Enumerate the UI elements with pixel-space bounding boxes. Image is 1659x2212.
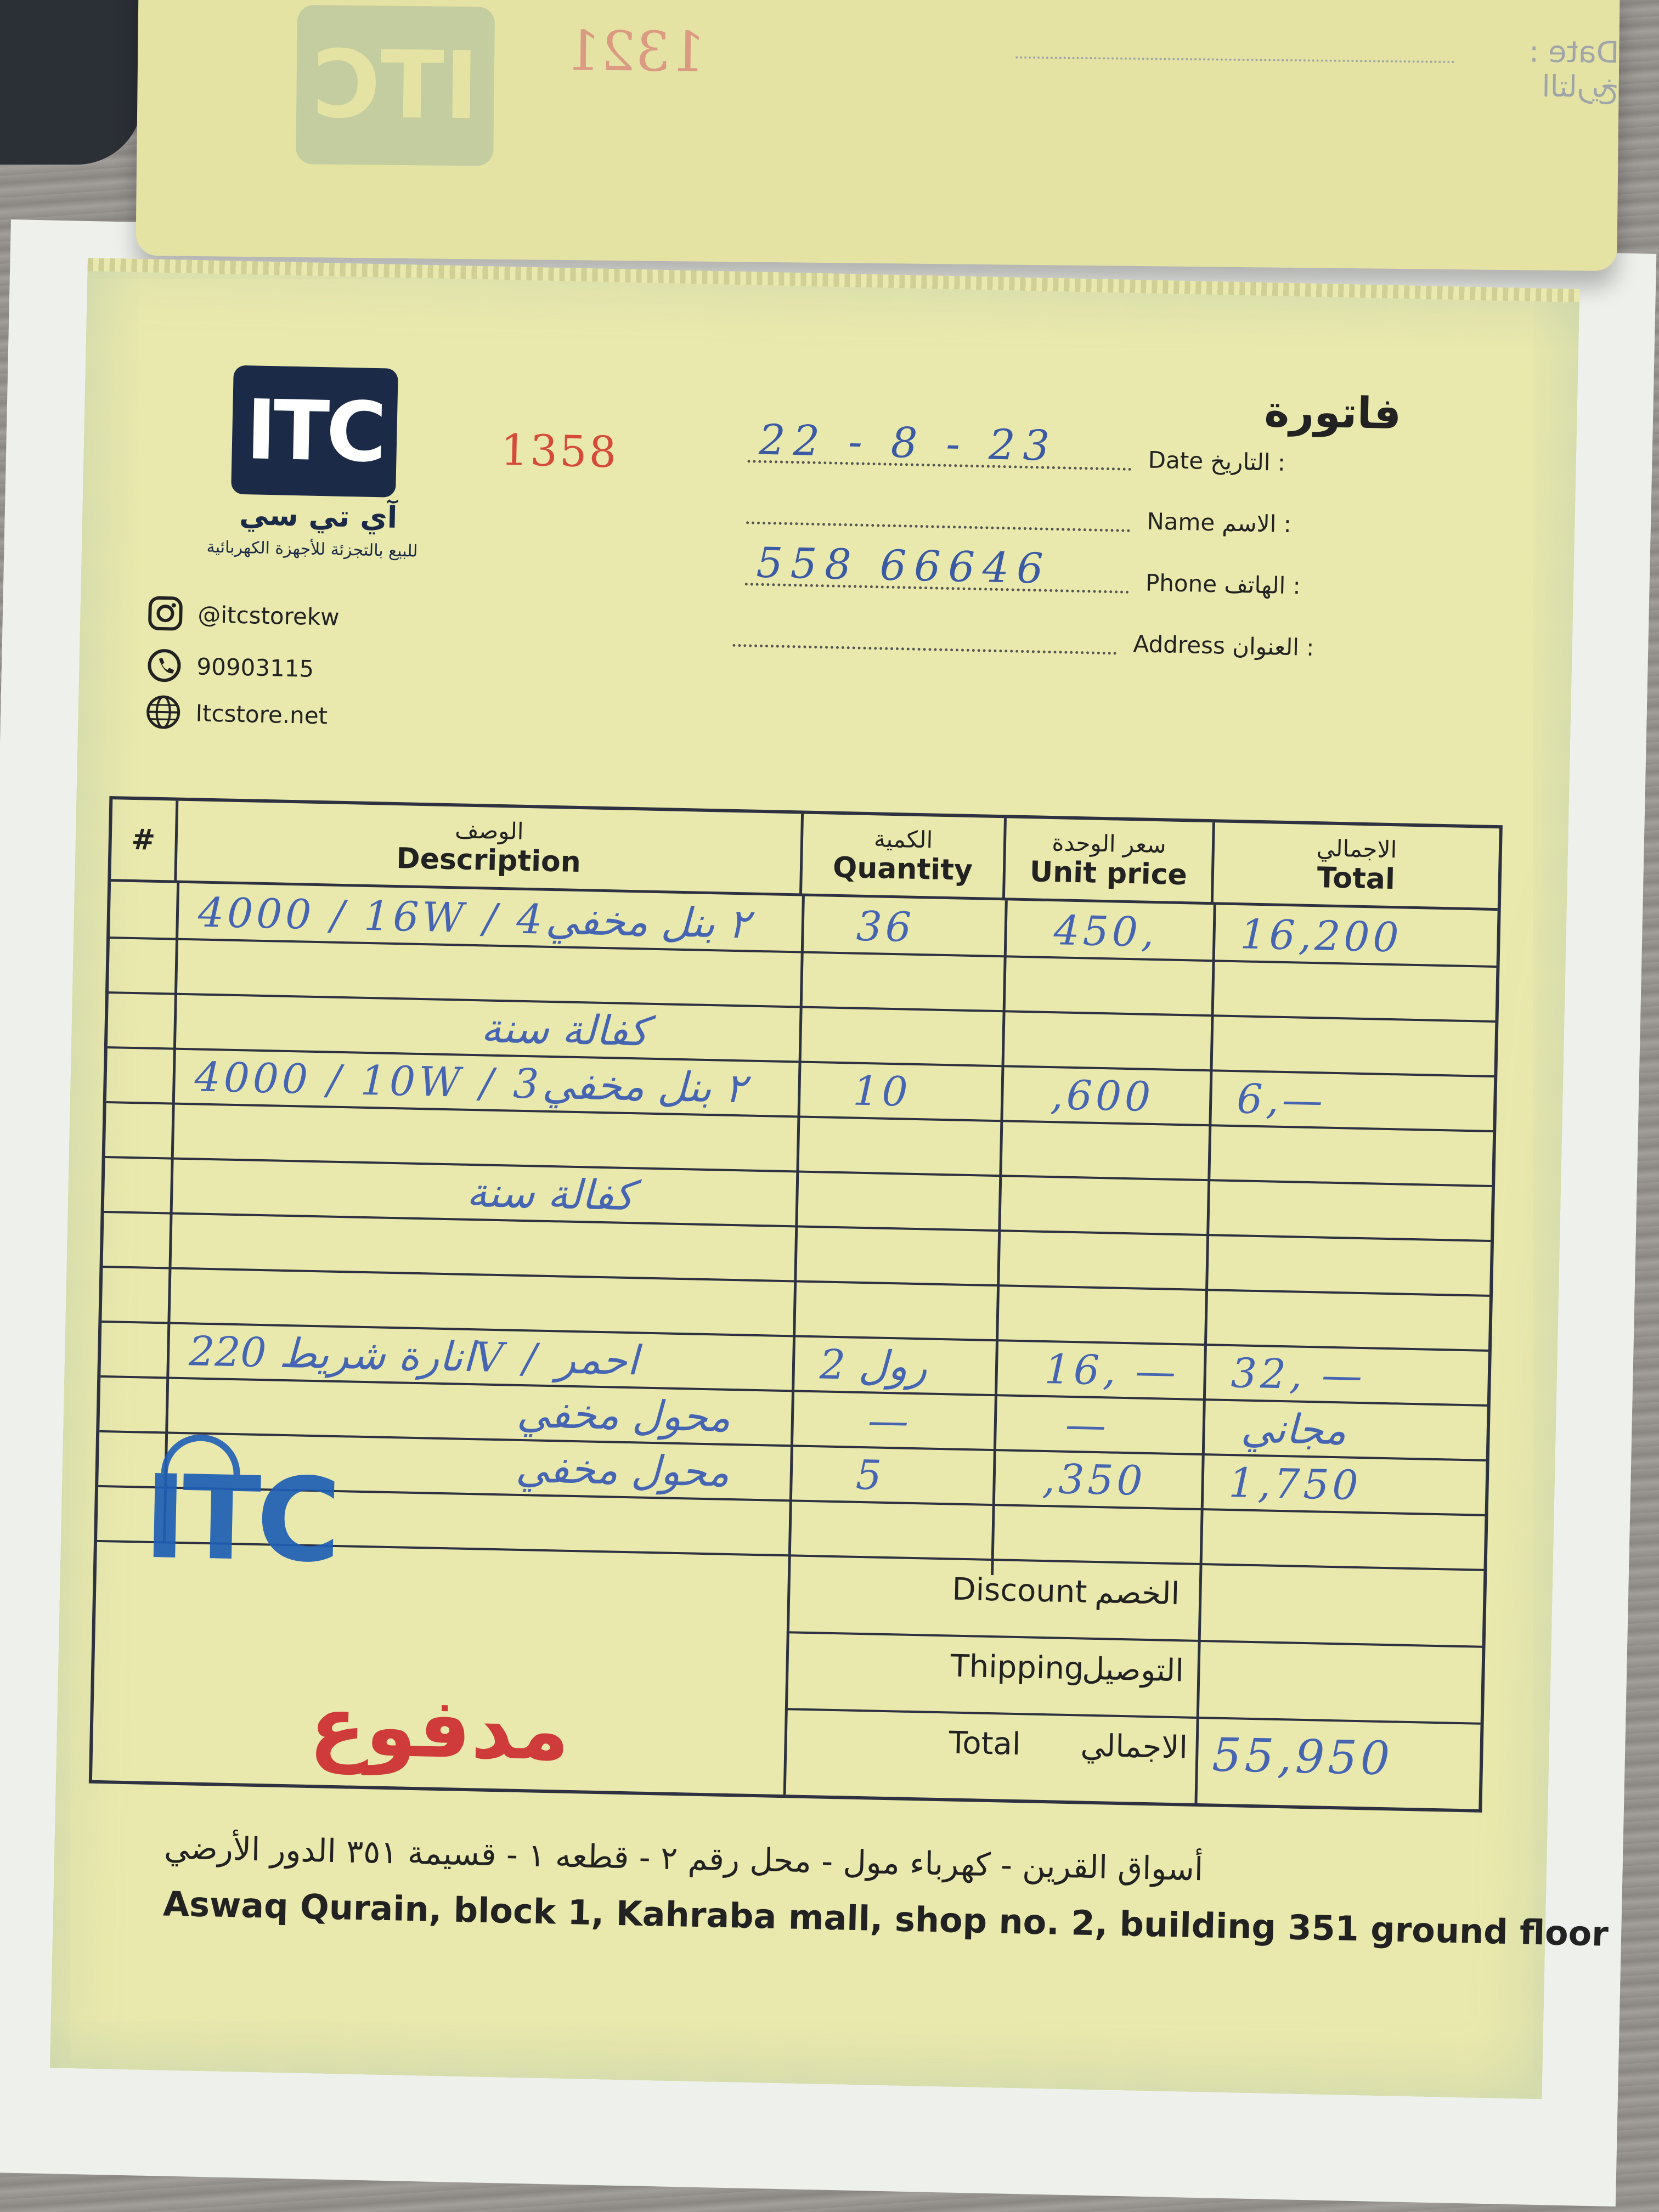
phone-label: Phone الهاتف : [1145,569,1301,600]
line-description: انارة شريط 220V / احمر [188,1328,639,1385]
header-unit-price [1005,818,1215,905]
line-unit-price: ,600 [1049,1071,1155,1121]
header-description-en: Description [396,842,582,879]
phone-number: 90903115 [196,652,314,682]
line-description: كفالة سنة [480,1005,649,1056]
flipped-page [136,0,1620,271]
discount-label-en: Discount [951,1571,1088,1610]
brand-logo [231,365,398,498]
header-description [177,801,804,896]
brand-arabic-name: آي تي سي [239,496,398,535]
instagram-icon [146,594,185,633]
grand-total-value: 55,950 [1211,1728,1394,1786]
instagram-contact [146,594,340,636]
total-label-en: Total [948,1725,1022,1763]
address-field [732,620,1314,671]
flipped-date-line [1015,57,1454,63]
line-quantity: 10 [852,1067,912,1116]
website-url: Itcstore.net [195,699,328,729]
flipped-date-label: Date : التاريخ [1528,34,1620,105]
grid-line [787,1631,1482,1648]
page-title: فاتورة [1263,386,1402,439]
name-line [746,521,1130,532]
grid-line [991,900,1008,1575]
paid-stamp: مدفوع [308,1678,571,1779]
header-total-ar: الاجمالي [1316,834,1397,864]
date-value: 22 - 8 - 23 [758,415,1058,471]
line-total: مجاني [1240,1404,1347,1454]
invoice-number: 1358 [500,425,619,478]
line-quantity: 5 [855,1451,885,1499]
address-label: Address العنوان : [1133,630,1314,661]
instagram-handle: @itcstorekw [197,600,340,631]
header-total-en: Total [1317,861,1396,896]
footer-address-en: Aswaq Qurain, block 1, Kahraba mall, shop no. 2, building 351 ground floor [162,1883,1609,1954]
line-unit-price: ,350 [1041,1455,1147,1505]
flipped-logo: ITC [296,5,495,166]
line-unit-price: 16, — [1044,1345,1180,1396]
line-description: محول مخفي [515,1444,730,1496]
header-number: # [111,799,178,883]
shipping-label-ar: التوصيل [1081,1651,1184,1689]
phone-icon [145,646,184,685]
address-line [732,644,1116,655]
footer-address-ar: أسواق القرين - كهرباء مول - محل رقم ٢ - قطعه ١ - قسيمة ٣٥١ الدور الأرضي [163,1829,1204,1888]
line-description: 4000 / 16W / 4٢ بنل مخفي [198,889,751,948]
line-quantity: 36 [855,902,915,951]
shipping-label-en: Thipping [950,1648,1085,1687]
invoice-table [89,796,1503,1813]
line-total: 1,750 [1228,1459,1362,1510]
grid-line [785,1708,1481,1725]
dark-object [0,0,143,165]
header-quantity-ar: الكمية [873,825,933,854]
line-unit-price: — [1064,1401,1110,1449]
phone-contact [145,646,314,687]
brand-tagline: للبيع بالتجزئة للأجهزة الكهربائية [206,537,418,561]
globe-icon [144,692,183,731]
flipped-invoice-number: 1321 [565,19,706,84]
name-label: Name الاسم : [1146,507,1292,538]
grid-line [1194,905,1216,1803]
header-quantity [802,814,1007,901]
date-field [747,415,1329,487]
line-total: 16,200 [1239,911,1403,962]
line-description: 4000 / 10W / 3٢ بنل مخفي [194,1053,747,1113]
line-total: 32, — [1230,1350,1366,1400]
header-total [1214,822,1499,911]
phone-field [744,538,1327,610]
itc-stamp-logo: ITC [142,1449,338,1588]
line-description: كفالة سنة [466,1169,635,1220]
header-description-ar: الوصف [454,816,524,845]
website-contact [144,692,328,735]
header-quantity-en: Quantity [832,851,973,888]
line-unit-price: 450, [1053,907,1158,957]
phone-value: 558 66646 [755,538,1052,593]
header-unit-price-ar: سعر الوحدة [1051,829,1167,859]
total-label-ar: الاجمالي [1080,1728,1188,1766]
line-total: 6,— [1236,1075,1327,1125]
brand-logo-text: ITC [245,382,385,481]
line-quantity: 2 رول [819,1341,928,1391]
invoice-page [50,258,1609,2099]
line-description: محول مخفي [516,1389,731,1441]
discount-label-ar: الخصم [1094,1574,1180,1612]
line-quantity: — [867,1397,912,1445]
date-label: Date التاريخ : [1148,446,1286,476]
grid-line [783,896,805,1795]
header-unit-price-en: Unit price [1029,855,1188,892]
